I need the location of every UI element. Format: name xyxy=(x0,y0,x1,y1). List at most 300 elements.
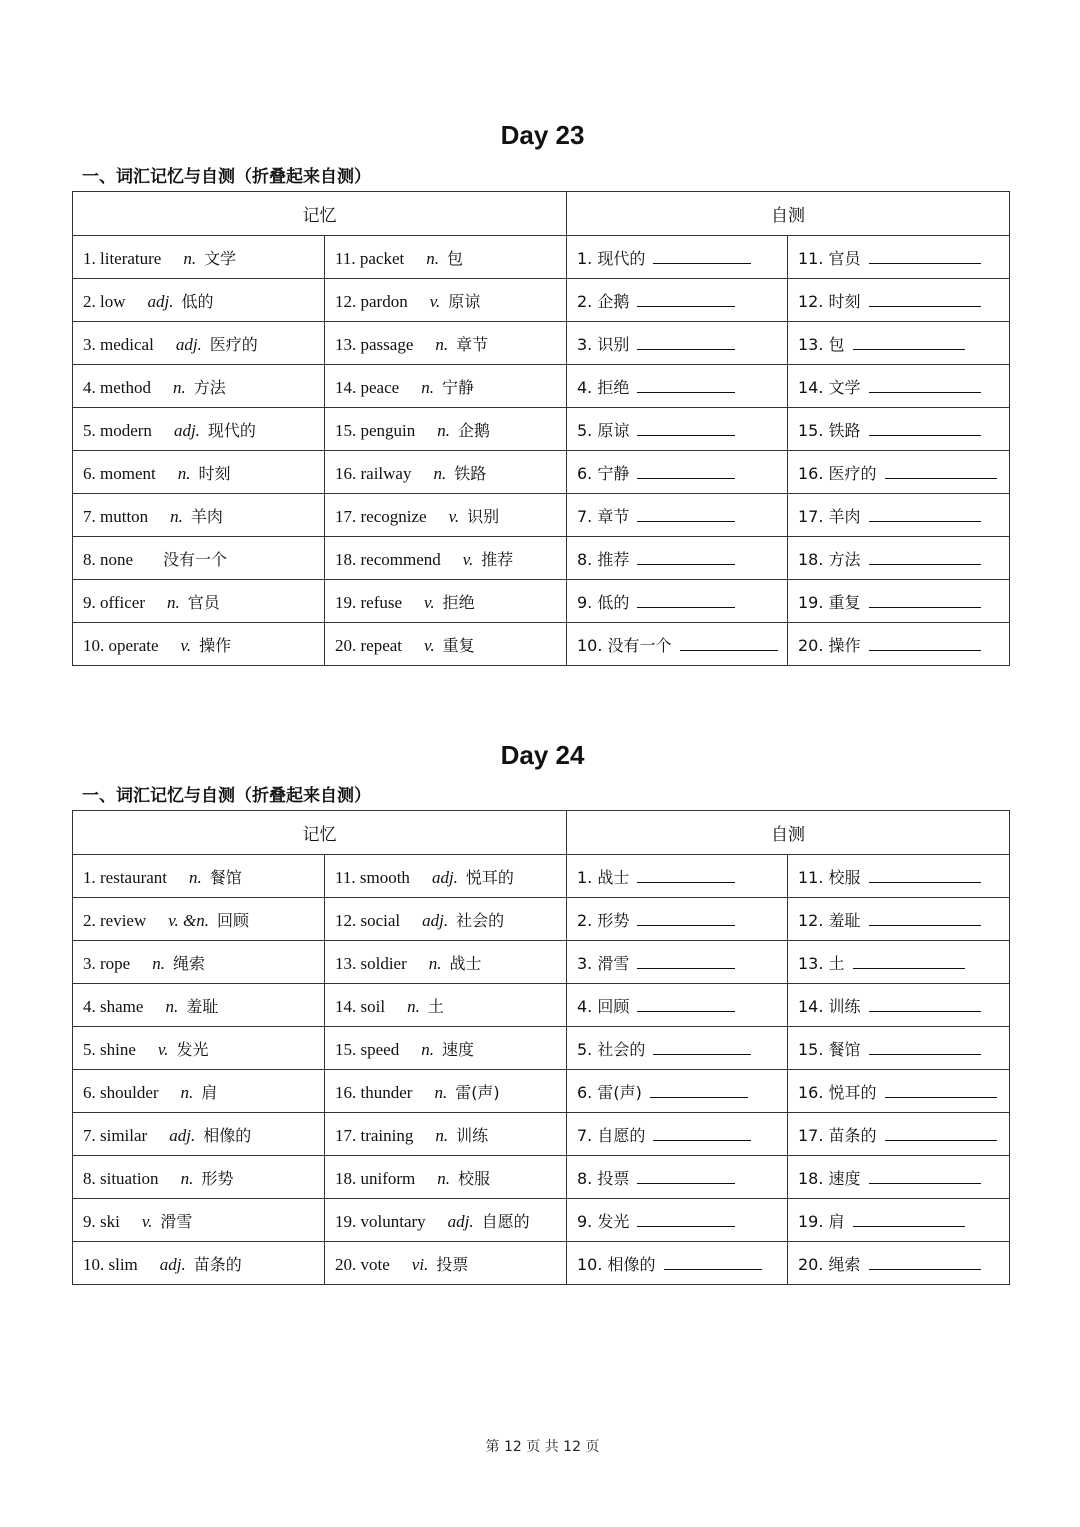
self-test-cell-right xyxy=(788,1070,1010,1113)
answer-blank[interactable] xyxy=(869,305,981,307)
answer-blank[interactable] xyxy=(885,1096,997,1098)
self-test-cell-left xyxy=(567,494,788,537)
self-test-cell-right xyxy=(788,451,1010,494)
meaning: 推荐 xyxy=(481,549,514,569)
memory-cell-right xyxy=(325,580,567,623)
part-of-speech: n. xyxy=(428,953,442,973)
part-of-speech: v. xyxy=(424,592,435,612)
self-test-cell-left xyxy=(567,1070,788,1113)
self-test-cell-left xyxy=(567,898,788,941)
answer-blank[interactable] xyxy=(869,606,981,608)
prompt: 13. 土 xyxy=(798,953,845,973)
memory-cell-left xyxy=(73,1156,325,1199)
meaning: 投票 xyxy=(436,1254,469,1274)
meaning: 医疗的 xyxy=(209,334,258,354)
prompt: 5. 原谅 xyxy=(577,420,630,440)
part-of-speech: n. xyxy=(407,996,420,1016)
prompt: 11. 校服 xyxy=(798,867,861,887)
answer-blank[interactable] xyxy=(869,520,981,522)
prompt: 18. 方法 xyxy=(798,549,861,569)
meaning: 校服 xyxy=(458,1168,491,1188)
part-of-speech: v. xyxy=(180,635,192,655)
answer-blank[interactable] xyxy=(637,1010,735,1012)
meaning: 现代的 xyxy=(207,420,256,440)
part-of-speech: adj. xyxy=(175,334,202,354)
day-23-title: Day 23 xyxy=(500,120,585,150)
memory-cell-right xyxy=(325,408,567,451)
table-row xyxy=(73,365,1010,408)
self-test-cell-right xyxy=(788,1027,1010,1070)
meaning: 章节 xyxy=(456,334,489,354)
prompt: 11. 官员 xyxy=(798,248,861,268)
word: 15. penguin xyxy=(335,420,416,440)
part-of-speech: n. xyxy=(437,420,451,440)
prompt: 17. 苗条的 xyxy=(798,1125,877,1145)
meaning: 原谅 xyxy=(448,291,481,311)
self-test-cell-right xyxy=(788,623,1010,666)
answer-blank[interactable] xyxy=(650,1096,748,1098)
meaning: 滑雪 xyxy=(160,1211,193,1231)
self-test-header: 自测 xyxy=(567,192,1010,236)
self-test-cell-left xyxy=(567,941,788,984)
part-of-speech: n. xyxy=(434,1082,448,1102)
table-row xyxy=(73,1113,1010,1156)
part-of-speech: vi. xyxy=(411,1254,429,1274)
table-row xyxy=(73,855,1010,898)
answer-blank[interactable] xyxy=(869,391,981,393)
self-test-cell-right xyxy=(788,279,1010,322)
part-of-speech: n. xyxy=(437,1168,451,1188)
meaning: 社会的 xyxy=(456,910,505,930)
table-row xyxy=(73,322,1010,365)
prompt: 15. 铁路 xyxy=(798,420,861,440)
memory-cell-left xyxy=(73,580,325,623)
memory-cell-right xyxy=(325,1199,567,1242)
part-of-speech: n. xyxy=(433,463,447,483)
memory-cell-right xyxy=(325,1027,567,1070)
self-test-header: 自测 xyxy=(567,811,1010,855)
meaning: 时刻 xyxy=(198,463,231,483)
word: 9. ski xyxy=(83,1211,120,1231)
word: 17. training xyxy=(335,1125,414,1145)
day-24-title: Day 24 xyxy=(500,740,585,770)
meaning: 形势 xyxy=(201,1168,234,1188)
answer-blank[interactable] xyxy=(637,434,735,436)
prompt: 4. 回顾 xyxy=(577,996,630,1016)
answer-blank[interactable] xyxy=(653,1139,751,1141)
part-of-speech: v. xyxy=(462,549,474,569)
answer-blank[interactable] xyxy=(637,881,735,883)
self-test-cell-left xyxy=(567,236,788,279)
meaning: 低的 xyxy=(181,291,214,311)
answer-blank[interactable] xyxy=(637,1182,735,1184)
prompt: 19. 肩 xyxy=(798,1211,845,1231)
memory-cell-left xyxy=(73,451,325,494)
meaning: 餐馆 xyxy=(209,867,242,887)
word: 16. railway xyxy=(335,463,412,483)
meaning: 羞耻 xyxy=(186,996,219,1016)
answer-blank[interactable] xyxy=(869,1268,981,1270)
day-24-rows xyxy=(73,855,1010,1285)
answer-blank[interactable] xyxy=(885,477,997,479)
prompt: 20. 操作 xyxy=(798,635,861,655)
self-test-cell-left xyxy=(567,623,788,666)
memory-cell-right xyxy=(325,537,567,580)
day-23-rows xyxy=(73,236,1010,666)
table-row xyxy=(73,1070,1010,1113)
day-24-section-heading: 一、词汇记忆与自测（折叠起来自测） xyxy=(82,786,371,806)
part-of-speech: n. xyxy=(189,867,202,887)
answer-blank[interactable] xyxy=(869,881,981,883)
table-row xyxy=(73,1242,1010,1285)
part-of-speech: n. xyxy=(421,1039,434,1059)
part-of-speech: n. xyxy=(167,592,180,612)
memory-cell-left xyxy=(73,898,325,941)
part-of-speech: adj. xyxy=(159,1254,186,1274)
word: 18. uniform xyxy=(335,1168,416,1188)
meaning: 企鹅 xyxy=(458,420,491,440)
memory-cell-left xyxy=(73,941,325,984)
memory-cell-left xyxy=(73,279,325,322)
memory-cell-right xyxy=(325,855,567,898)
memory-cell-left xyxy=(73,1027,325,1070)
word: 14. soil xyxy=(335,996,386,1016)
table-row xyxy=(73,537,1010,580)
self-test-cell-right xyxy=(788,1113,1010,1156)
self-test-cell-left xyxy=(567,1113,788,1156)
memory-cell-left xyxy=(73,236,325,279)
answer-blank[interactable] xyxy=(869,1053,981,1055)
self-test-cell-left xyxy=(567,365,788,408)
word: 6. shoulder xyxy=(83,1082,159,1102)
self-test-cell-left xyxy=(567,1199,788,1242)
memory-cell-right xyxy=(325,984,567,1027)
answer-blank[interactable] xyxy=(637,924,735,926)
part-of-speech: adj. xyxy=(173,420,200,440)
part-of-speech: v. xyxy=(424,635,435,655)
memory-cell-right xyxy=(325,279,567,322)
answer-blank[interactable] xyxy=(637,520,735,522)
prompt: 8. 推荐 xyxy=(577,549,630,569)
day-24-vocab-table xyxy=(72,810,1010,1285)
self-test-cell-right xyxy=(788,941,1010,984)
meaning: 羊肉 xyxy=(190,506,223,526)
part-of-speech: n. xyxy=(180,1168,194,1188)
table-header-row xyxy=(73,811,1010,855)
table-row xyxy=(73,580,1010,623)
answer-blank[interactable] xyxy=(869,262,981,264)
part-of-speech: adj. xyxy=(169,1125,196,1145)
prompt: 6. 宁静 xyxy=(577,463,630,483)
self-test-cell-right xyxy=(788,580,1010,623)
self-test-cell-right xyxy=(788,537,1010,580)
memory-cell-left xyxy=(73,855,325,898)
word: 18. recommend xyxy=(335,549,441,569)
memory-cell-left xyxy=(73,1199,325,1242)
self-test-cell-left xyxy=(567,984,788,1027)
answer-blank[interactable] xyxy=(653,1053,751,1055)
self-test-cell-right xyxy=(788,1199,1010,1242)
meaning: 土 xyxy=(427,996,444,1016)
memory-cell-left xyxy=(73,537,325,580)
meaning: 没有一个 xyxy=(163,549,228,569)
memory-cell-right xyxy=(325,898,567,941)
memory-cell-left xyxy=(73,494,325,537)
table-row xyxy=(73,236,1010,279)
prompt: 12. 羞耻 xyxy=(798,910,861,930)
memory-cell-left xyxy=(73,1070,325,1113)
self-test-cell-right xyxy=(788,1156,1010,1199)
word: 6. moment xyxy=(83,463,156,483)
table-row xyxy=(73,984,1010,1027)
answer-blank[interactable] xyxy=(869,1182,981,1184)
answer-blank[interactable] xyxy=(637,563,735,565)
prompt: 15. 餐馆 xyxy=(798,1039,861,1059)
prompt: 17. 羊肉 xyxy=(798,506,861,526)
memory-cell-left xyxy=(73,984,325,1027)
prompt: 1. 战士 xyxy=(577,867,630,887)
answer-blank[interactable] xyxy=(853,967,965,969)
memory-cell-left xyxy=(73,1242,325,1285)
table-row xyxy=(73,408,1010,451)
meaning: 重复 xyxy=(442,635,475,655)
word: 5. modern xyxy=(83,420,152,440)
prompt: 16. 医疗的 xyxy=(798,463,877,483)
answer-blank[interactable] xyxy=(869,649,981,651)
self-test-cell-left xyxy=(567,322,788,365)
memory-header: 记忆 xyxy=(73,811,567,855)
prompt: 10. 相像的 xyxy=(577,1254,656,1274)
prompt: 9. 低的 xyxy=(577,592,630,612)
word: 11. smooth xyxy=(335,867,410,887)
answer-blank[interactable] xyxy=(637,348,735,350)
word: 8. situation xyxy=(83,1168,159,1188)
page-footer: 第 12 页 共 12 页 xyxy=(485,1439,600,1455)
meaning: 发光 xyxy=(176,1039,209,1059)
prompt: 16. 悦耳的 xyxy=(798,1082,877,1102)
answer-blank[interactable] xyxy=(637,477,735,479)
answer-blank[interactable] xyxy=(637,305,735,307)
meaning: 方法 xyxy=(193,377,226,397)
word: 16. thunder xyxy=(335,1082,413,1102)
part-of-speech: n. xyxy=(177,463,191,483)
self-test-cell-right xyxy=(788,898,1010,941)
self-test-cell-right xyxy=(788,365,1010,408)
memory-cell-right xyxy=(325,941,567,984)
prompt: 1. 现代的 xyxy=(577,248,646,268)
word: 20. vote xyxy=(335,1254,390,1274)
table-row xyxy=(73,1199,1010,1242)
self-test-cell-right xyxy=(788,1242,1010,1285)
part-of-speech: adj. xyxy=(147,291,174,311)
word: 19. refuse xyxy=(335,592,403,612)
table-row xyxy=(73,941,1010,984)
meaning: 雷(声) xyxy=(455,1082,500,1102)
prompt: 18. 速度 xyxy=(798,1168,861,1188)
answer-blank[interactable] xyxy=(653,262,751,264)
part-of-speech: n. xyxy=(183,248,197,268)
word: 4. shame xyxy=(83,996,144,1016)
word: 13. passage xyxy=(335,334,414,354)
part-of-speech: n. xyxy=(435,334,449,354)
meaning: 肩 xyxy=(201,1082,218,1102)
self-test-cell-left xyxy=(567,580,788,623)
word: 17. recognize xyxy=(335,506,427,526)
prompt: 2. 企鹅 xyxy=(577,291,630,311)
table-row xyxy=(73,451,1010,494)
prompt: 2. 形势 xyxy=(577,910,630,930)
memory-cell-left xyxy=(73,408,325,451)
part-of-speech: adj. xyxy=(431,867,458,887)
memory-header: 记忆 xyxy=(73,192,567,236)
prompt: 4. 拒绝 xyxy=(577,377,630,397)
word: 1. restaurant xyxy=(83,867,168,887)
table-row xyxy=(73,623,1010,666)
meaning: 速度 xyxy=(441,1039,474,1059)
prompt: 3. 识别 xyxy=(577,334,630,354)
word: 3. medical xyxy=(83,334,154,354)
prompt: 14. 文学 xyxy=(798,377,861,397)
answer-blank[interactable] xyxy=(637,967,735,969)
self-test-cell-left xyxy=(567,1027,788,1070)
part-of-speech: n. xyxy=(426,248,439,268)
meaning: 拒绝 xyxy=(442,592,475,612)
meaning: 包 xyxy=(446,248,463,268)
self-test-cell-left xyxy=(567,1156,788,1199)
part-of-speech: v. &n. xyxy=(168,910,210,930)
word: 7. mutton xyxy=(83,506,149,526)
word: 13. soldier xyxy=(335,953,407,973)
meaning: 战士 xyxy=(449,953,482,973)
memory-cell-right xyxy=(325,365,567,408)
word: 9. officer xyxy=(83,592,145,612)
prompt: 7. 章节 xyxy=(577,506,630,526)
word: 20. repeat xyxy=(335,635,403,655)
memory-cell-right xyxy=(325,451,567,494)
prompt: 9. 发光 xyxy=(577,1211,630,1231)
part-of-speech: v. xyxy=(141,1211,153,1231)
meaning: 回顾 xyxy=(217,910,250,930)
answer-blank[interactable] xyxy=(869,434,981,436)
memory-cell-right xyxy=(325,1242,567,1285)
meaning: 官员 xyxy=(187,592,220,612)
memory-cell-left xyxy=(73,623,325,666)
memory-cell-left xyxy=(73,1113,325,1156)
answer-blank[interactable] xyxy=(869,924,981,926)
answer-blank[interactable] xyxy=(637,1225,735,1227)
table-row xyxy=(73,279,1010,322)
part-of-speech: n. xyxy=(152,953,165,973)
prompt: 7. 自愿的 xyxy=(577,1125,646,1145)
table-row xyxy=(73,1027,1010,1070)
self-test-cell-right xyxy=(788,984,1010,1027)
part-of-speech: adj. xyxy=(422,910,449,930)
answer-blank[interactable] xyxy=(637,391,735,393)
memory-cell-left xyxy=(73,365,325,408)
self-test-cell-right xyxy=(788,322,1010,365)
part-of-speech: n. xyxy=(165,996,179,1016)
table-row xyxy=(73,898,1010,941)
memory-cell-right xyxy=(325,322,567,365)
meaning: 宁静 xyxy=(441,377,474,397)
table-row xyxy=(73,1156,1010,1199)
answer-blank[interactable] xyxy=(869,563,981,565)
memory-cell-right xyxy=(325,494,567,537)
memory-cell-right xyxy=(325,1070,567,1113)
word: 7. similar xyxy=(83,1125,148,1145)
word: 14. peace xyxy=(335,377,400,397)
part-of-speech: v. xyxy=(448,506,460,526)
part-of-speech: v. xyxy=(429,291,441,311)
word: 12. pardon xyxy=(335,291,408,311)
memory-cell-right xyxy=(325,236,567,279)
answer-blank[interactable] xyxy=(680,649,778,651)
answer-blank[interactable] xyxy=(853,1225,965,1227)
meaning: 悦耳的 xyxy=(465,867,514,887)
word: 3. rope xyxy=(83,953,131,973)
prompt: 19. 重复 xyxy=(798,592,861,612)
prompt: 5. 社会的 xyxy=(577,1039,646,1059)
word: 10. operate xyxy=(83,635,159,655)
memory-cell-left xyxy=(73,322,325,365)
prompt: 14. 训练 xyxy=(798,996,861,1016)
meaning: 绳索 xyxy=(172,953,205,973)
prompt: 6. 雷(声) xyxy=(577,1082,642,1102)
answer-blank[interactable] xyxy=(869,1010,981,1012)
part-of-speech: n. xyxy=(170,506,183,526)
meaning: 相像的 xyxy=(203,1125,252,1145)
prompt: 13. 包 xyxy=(798,334,845,354)
prompt: 10. 没有一个 xyxy=(577,635,672,655)
self-test-cell-left xyxy=(567,537,788,580)
word: 15. speed xyxy=(335,1039,400,1059)
meaning: 自愿的 xyxy=(481,1211,530,1231)
self-test-cell-left xyxy=(567,408,788,451)
meaning: 文学 xyxy=(204,248,237,268)
table-row xyxy=(73,494,1010,537)
answer-blank[interactable] xyxy=(853,348,965,350)
meaning: 苗条的 xyxy=(193,1254,242,1274)
memory-cell-right xyxy=(325,623,567,666)
self-test-cell-left xyxy=(567,279,788,322)
day-23-vocab-table xyxy=(72,191,1010,666)
meaning: 识别 xyxy=(467,506,500,526)
word: 2. review xyxy=(83,910,147,930)
self-test-cell-right xyxy=(788,236,1010,279)
answer-blank[interactable] xyxy=(885,1139,997,1141)
prompt: 8. 投票 xyxy=(577,1168,630,1188)
self-test-cell-right xyxy=(788,408,1010,451)
answer-blank[interactable] xyxy=(637,606,735,608)
word: 5. shine xyxy=(83,1039,136,1059)
word: 2. low xyxy=(83,291,126,311)
self-test-cell-left xyxy=(567,855,788,898)
word: 12. social xyxy=(335,910,401,930)
word: 11. packet xyxy=(335,248,405,268)
self-test-cell-left xyxy=(567,1242,788,1285)
part-of-speech: n. xyxy=(421,377,434,397)
prompt: 3. 滑雪 xyxy=(577,953,630,973)
part-of-speech: adj. xyxy=(447,1211,474,1231)
answer-blank[interactable] xyxy=(664,1268,762,1270)
word: 19. voluntary xyxy=(335,1211,426,1231)
part-of-speech: n. xyxy=(180,1082,194,1102)
word: 10. slim xyxy=(83,1254,138,1274)
part-of-speech: v. xyxy=(157,1039,169,1059)
table-header-row xyxy=(73,192,1010,236)
self-test-cell-right xyxy=(788,855,1010,898)
meaning: 铁路 xyxy=(454,463,487,483)
